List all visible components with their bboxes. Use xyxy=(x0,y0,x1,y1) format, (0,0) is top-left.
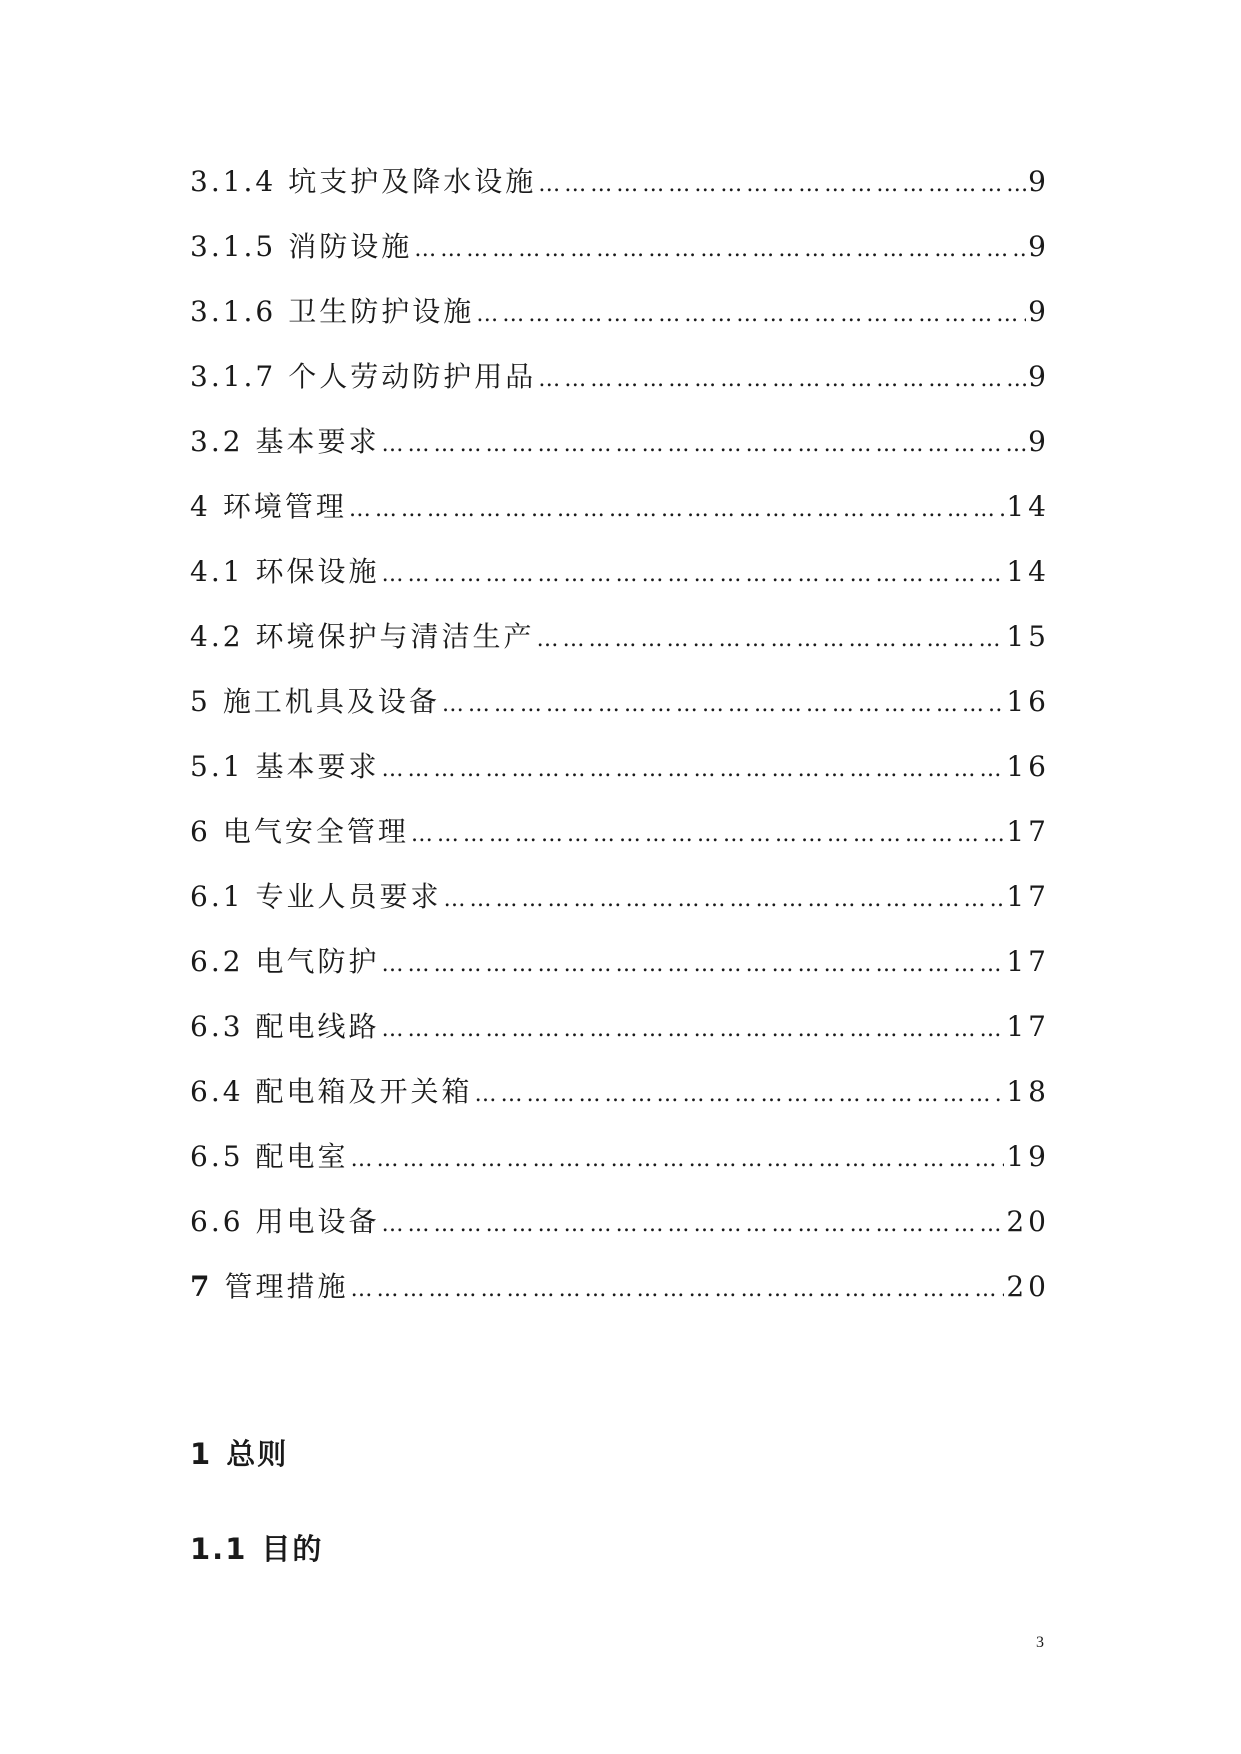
section-title: 目的 xyxy=(261,1532,324,1566)
toc-entry-title: 4.2 环境保护与清洁生产 xyxy=(190,620,535,653)
toc-entry-title: 7 管理措施 xyxy=(190,1270,349,1303)
toc-entry[interactable] xyxy=(190,742,1050,807)
toc-entry[interactable] xyxy=(190,1067,1050,1132)
toc-page-number: 9 xyxy=(1028,295,1050,328)
toc-dot-leader xyxy=(475,1070,1005,1120)
toc-dot-leader xyxy=(538,355,1026,405)
section-number: 1.1 xyxy=(190,1532,248,1566)
toc-dot-leader xyxy=(382,745,1005,795)
toc-entry[interactable] xyxy=(190,1002,1050,1067)
toc-entry[interactable] xyxy=(190,157,1050,222)
toc-page-number: 19 xyxy=(1006,1140,1050,1173)
toc-dot-leader xyxy=(351,1265,1005,1315)
toc-entry-title: 5 施工机具及设备 xyxy=(190,685,440,718)
toc-dot-leader xyxy=(382,1005,1005,1055)
toc-entry-title: 5.1 基本要求 xyxy=(190,750,380,783)
toc-entry-title: 6.3 配电线路 xyxy=(190,1010,380,1043)
toc-entry[interactable] xyxy=(190,352,1050,417)
toc-dot-leader xyxy=(382,1200,1005,1250)
section-number: 1 xyxy=(190,1437,213,1471)
section-title: 总则 xyxy=(226,1437,289,1471)
toc-entry[interactable] xyxy=(190,482,1050,547)
toc-page-number: 20 xyxy=(1006,1270,1050,1303)
toc-page-number: 20 xyxy=(1006,1205,1050,1238)
toc-entry-title: 3.1.5 消防设施 xyxy=(190,230,413,263)
toc-page-number: 14 xyxy=(1006,555,1050,588)
toc-entry-title: 6.1 专业人员要求 xyxy=(190,880,442,913)
toc-entry[interactable] xyxy=(190,807,1050,872)
toc-entry-title: 6 电气安全管理 xyxy=(190,815,409,848)
toc-entry-title: 3.2 基本要求 xyxy=(190,425,380,458)
page-number: 3 xyxy=(1036,1634,1044,1651)
toc-dot-leader xyxy=(349,485,1005,535)
toc-entry-title: 6.6 用电设备 xyxy=(190,1205,380,1238)
toc-dot-leader xyxy=(411,810,1005,860)
toc-entry[interactable] xyxy=(190,547,1050,612)
table-of-contents xyxy=(190,157,1050,1327)
toc-dot-leader xyxy=(538,160,1026,210)
toc-entry[interactable] xyxy=(190,677,1050,742)
toc-dot-leader xyxy=(537,615,1005,665)
toc-page-number: 18 xyxy=(1006,1075,1050,1108)
toc-page-number: 9 xyxy=(1028,165,1050,198)
toc-entry-title: 3.1.7 个人劳动防护用品 xyxy=(190,360,537,393)
toc-entry-title: 6.4 配电箱及开关箱 xyxy=(190,1075,473,1108)
toc-entry[interactable] xyxy=(190,1132,1050,1197)
toc-dot-leader xyxy=(382,940,1005,990)
toc-entry[interactable] xyxy=(190,222,1050,287)
toc-page-number: 9 xyxy=(1028,360,1050,393)
toc-page-number: 17 xyxy=(1006,945,1050,978)
toc-page-number: 17 xyxy=(1006,880,1050,913)
toc-entry-title: 6.2 电气防护 xyxy=(190,945,380,978)
toc-entry-title: 4.1 环保设施 xyxy=(190,555,380,588)
toc-entry[interactable] xyxy=(190,612,1050,677)
toc-page-number: 9 xyxy=(1028,425,1050,458)
toc-dot-leader xyxy=(382,420,1027,470)
toc-entry-title: 3.1.4 坑支护及降水设施 xyxy=(190,165,537,198)
toc-dot-leader xyxy=(414,225,1026,275)
section-heading-1-1 xyxy=(190,1527,323,1568)
section-heading-1 xyxy=(190,1432,288,1473)
toc-page-number: 16 xyxy=(1006,750,1050,783)
toc-entry[interactable] xyxy=(190,937,1050,1002)
toc-page-number: 9 xyxy=(1028,230,1050,263)
toc-dot-leader xyxy=(351,1135,1005,1185)
toc-dot-leader xyxy=(382,550,1005,600)
toc-entry-title: 3.1.6 卫生防护设施 xyxy=(190,295,475,328)
toc-dot-leader xyxy=(442,680,1005,730)
toc-entry-title: 6.5 配电室 xyxy=(190,1140,349,1173)
toc-entry[interactable] xyxy=(190,287,1050,352)
toc-entry[interactable] xyxy=(190,417,1050,482)
toc-dot-leader xyxy=(444,875,1005,925)
toc-dot-leader xyxy=(476,290,1026,340)
toc-entry[interactable] xyxy=(190,1262,1050,1327)
toc-page-number: 14 xyxy=(1006,490,1050,523)
toc-entry[interactable] xyxy=(190,1197,1050,1262)
toc-page-number: 16 xyxy=(1006,685,1050,718)
toc-entry[interactable] xyxy=(190,872,1050,937)
toc-page-number: 17 xyxy=(1006,1010,1050,1043)
toc-entry-title: 4 环境管理 xyxy=(190,490,347,523)
toc-page-number: 17 xyxy=(1006,815,1050,848)
toc-page-number: 15 xyxy=(1006,620,1050,653)
